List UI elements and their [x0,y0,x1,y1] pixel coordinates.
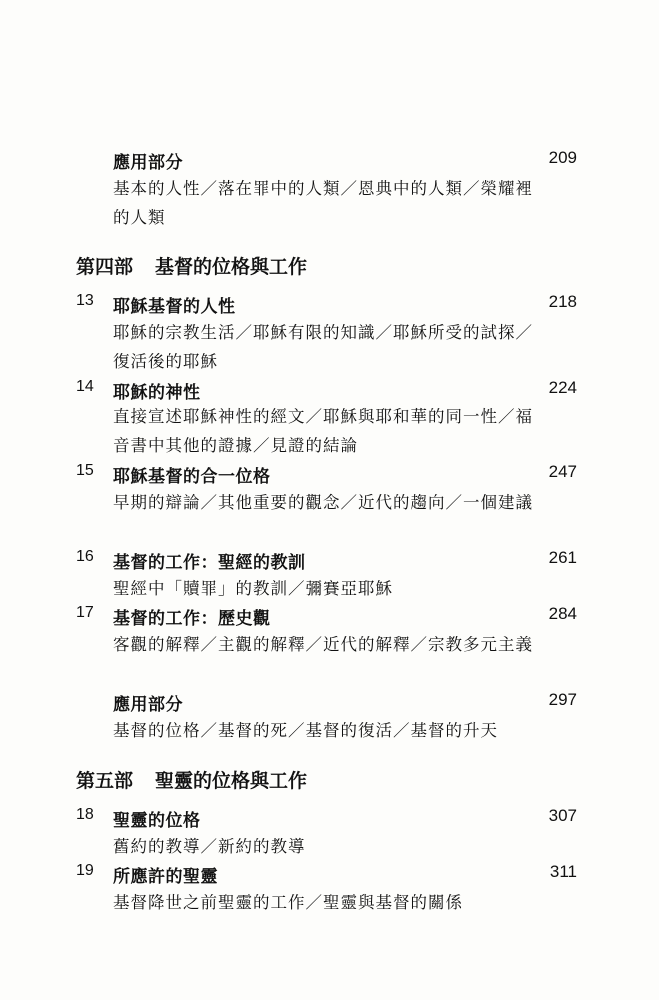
entry-title: 耶穌基督的合一位格 [113,467,271,487]
entry-page: 218 [548,292,577,311]
entry-title: 基督的工作：聖經的教訓 [113,553,306,573]
entry-title: 耶穌的神性 [113,383,201,403]
entry-description: 客觀的解釋／主觀的解釋／近代的解釋／宗教多元主義 [113,635,533,654]
chapter-number: 19 [76,862,94,879]
entry-page: 311 [549,862,577,881]
entry-description: 聖經中「贖罪」的教訓／彌賽亞耶穌 [113,579,393,598]
entry-description: 直接宣述耶穌神性的經文／耶穌與耶和華的同一性／福音書中其他的證據／見證的結論 [113,407,533,455]
part-label: 第四部 [76,256,134,278]
part-title: 聖靈的位格與工作 [155,770,308,792]
entry-page: 297 [548,690,577,709]
entry-page: 247 [548,462,577,481]
entry-title: 聖靈的位格 [113,811,201,831]
entry-page: 307 [548,806,577,825]
part-heading-4 [76,252,307,279]
part-label: 第五部 [76,770,134,792]
chapter-number: 18 [76,806,94,823]
entry-description: 舊約的教導／新約的教導 [113,837,306,856]
entry-page: 224 [548,378,577,397]
entry-page: 284 [548,604,577,623]
entry-title: 耶穌基督的人性 [113,297,236,317]
entry-title: 應用部分 [113,695,183,715]
entry-page: 261 [548,548,577,567]
entry-description: 耶穌的宗教生活／耶穌有限的知識／耶穌所受的試探／復活後的耶穌 [113,323,533,371]
chapter-number: 13 [76,292,94,309]
entry-title: 應用部分 [113,153,183,173]
entry-description: 早期的辯論／其他重要的觀念／近代的趨向／一個建議 [113,493,533,512]
entry-description: 基本的人性／落在罪中的人類／恩典中的人類／榮耀裡的人類 [113,179,533,227]
chapter-number: 15 [76,462,94,479]
entry-description: 基督的位格／基督的死／基督的復活／基督的升天 [113,721,498,740]
entry-page: 209 [548,148,577,167]
entry-title: 所應許的聖靈 [113,867,218,887]
chapter-number: 16 [76,548,94,565]
part-title: 基督的位格與工作 [155,256,308,278]
chapter-number: 17 [76,604,94,621]
entry-title: 基督的工作：歷史觀 [113,609,271,629]
chapter-number: 14 [76,378,94,395]
entry-description: 基督降世之前聖靈的工作／聖靈與基督的關係 [113,893,463,912]
part-heading-5 [76,766,307,793]
